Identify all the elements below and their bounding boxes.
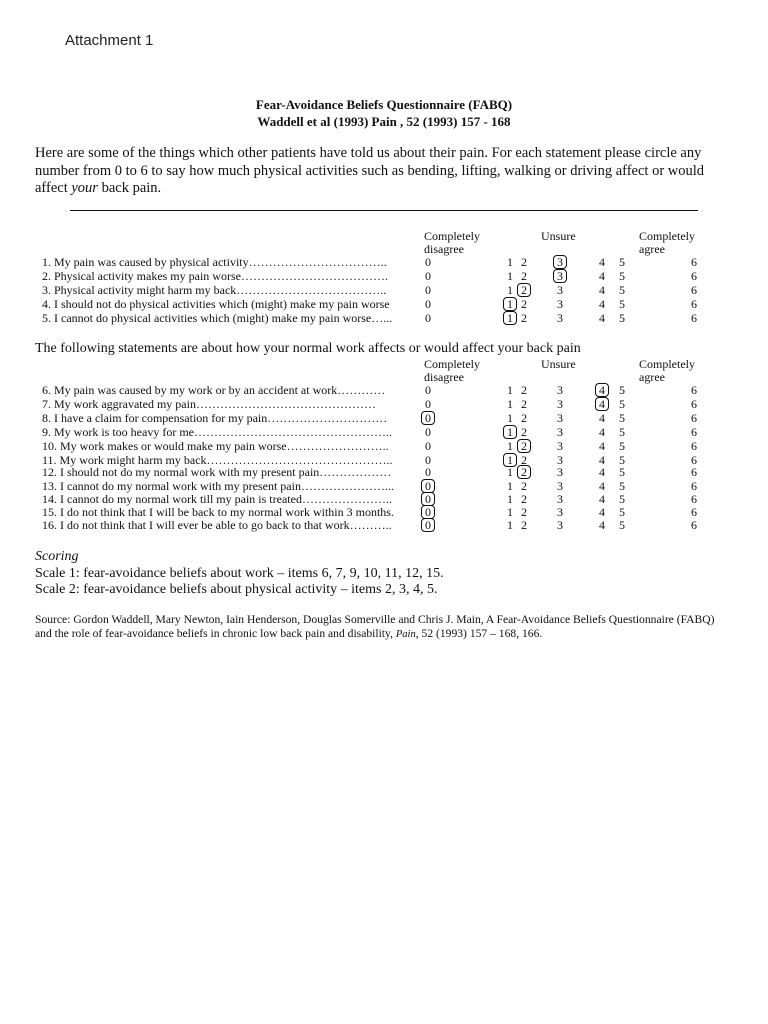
rating-option-1[interactable]: 1 xyxy=(507,453,513,467)
agree-label-line2: agree xyxy=(639,370,665,384)
rating-option-3[interactable]: 3 xyxy=(557,479,563,493)
attachment-label: Attachment 1 xyxy=(65,32,154,49)
rating-option-2[interactable]: 2 xyxy=(521,479,527,493)
scale-header-unsure: Unsure xyxy=(541,229,576,243)
rating-option-5[interactable]: 5 xyxy=(619,411,625,425)
rating-option-4[interactable]: 4 xyxy=(599,453,605,467)
rating-option-5[interactable]: 5 xyxy=(619,397,625,411)
rating-option-6[interactable]: 6 xyxy=(691,465,697,479)
question-text: 14. I cannot do my normal work till my pain is treated………………….. xyxy=(42,492,392,506)
instructions-emphasis: your xyxy=(71,180,98,196)
rating-option-3[interactable]: 3 xyxy=(557,465,563,479)
rating-option-3[interactable]: 3 xyxy=(557,269,563,283)
rating-option-4[interactable]: 4 xyxy=(599,479,605,493)
scale-header-unsure-2: Unsure xyxy=(541,357,576,371)
page-citation: Waddell et al (1993) Pain , 52 (1993) 157 - 168 xyxy=(257,114,511,129)
question-text: 15. I do not think that I will be back to my normal work within 3 months. xyxy=(42,505,394,519)
disagree-label-line2: disagree xyxy=(424,370,464,384)
rating-option-3[interactable]: 3 xyxy=(557,283,563,297)
rating-option-5[interactable]: 5 xyxy=(619,269,625,283)
rating-option-1[interactable]: 1 xyxy=(507,411,513,425)
source-citation xyxy=(35,613,715,642)
rating-option-1[interactable]: 1 xyxy=(507,383,513,397)
rating-option-5[interactable]: 5 xyxy=(619,425,625,439)
question-text: 7. My work aggravated my pain……………………………………… xyxy=(42,397,376,411)
selected-rating-circle xyxy=(595,383,609,397)
rating-option-1[interactable]: 1 xyxy=(507,311,513,325)
rating-option-5[interactable]: 5 xyxy=(619,505,625,519)
rating-option-3[interactable]: 3 xyxy=(557,518,563,532)
rating-option-3[interactable]: 3 xyxy=(557,439,563,453)
scoring-heading: Scoring xyxy=(35,549,79,564)
rating-option-5[interactable]: 5 xyxy=(619,383,625,397)
rating-option-2[interactable]: 2 xyxy=(521,283,527,297)
rating-option-6[interactable]: 6 xyxy=(691,283,697,297)
rating-option-3[interactable]: 3 xyxy=(557,297,563,311)
selected-rating-circle xyxy=(517,439,531,453)
question-text: 11. My work might harm my back……………………………………….. xyxy=(42,453,393,467)
rating-option-6[interactable]: 6 xyxy=(691,505,697,519)
scale-header-disagree xyxy=(424,230,480,256)
question-text: 12. I should not do my normal work with my present pain……………… xyxy=(42,465,392,479)
source-text: Source: Gordon Waddell, Mary Newton, Iain Henderson, Douglas Somerville and Chris J. Main, A Fear-Avoidance Beliefs Questionnaire (FABQ) and the role of fear-avoidance beliefs in chronic low back pain and disability, xyxy=(35,613,715,640)
rating-option-3[interactable]: 3 xyxy=(557,492,563,506)
rating-option-5[interactable]: 5 xyxy=(619,255,625,269)
rating-option-5[interactable]: 5 xyxy=(619,311,625,325)
selected-rating-circle xyxy=(421,492,435,506)
rating-option-0[interactable]: 0 xyxy=(425,269,431,283)
rating-option-2[interactable]: 2 xyxy=(521,311,527,325)
section2-heading: The following statements are about how your normal work affects or would affect your back pain xyxy=(35,341,581,356)
disagree-label-line1: Completely xyxy=(424,357,480,371)
rating-option-4[interactable]: 4 xyxy=(599,397,605,411)
question-text: 3. Physical activity might harm my back……………………………….. xyxy=(42,283,387,297)
question-text: 16. I do not think that I will ever be able to go back to that work……….. xyxy=(42,518,392,532)
rating-option-3[interactable]: 3 xyxy=(557,505,563,519)
rating-option-5[interactable]: 5 xyxy=(619,439,625,453)
rating-option-0[interactable]: 0 xyxy=(425,518,431,532)
rating-option-0[interactable]: 0 xyxy=(425,492,431,506)
selected-rating-circle xyxy=(595,397,609,411)
rating-option-3[interactable]: 3 xyxy=(557,255,563,269)
rating-option-3[interactable]: 3 xyxy=(557,383,563,397)
rating-option-6[interactable]: 6 xyxy=(691,311,697,325)
rating-option-4[interactable]: 4 xyxy=(599,425,605,439)
scoring-scale1: Scale 1: fear-avoidance beliefs about work – items 6, 7, 9, 10, 11, 12, 15. xyxy=(35,566,444,581)
rating-option-0[interactable]: 0 xyxy=(425,397,431,411)
rating-option-0[interactable]: 0 xyxy=(425,453,431,467)
selected-rating-circle xyxy=(421,411,435,425)
rating-option-0[interactable]: 0 xyxy=(425,465,431,479)
rating-option-6[interactable]: 6 xyxy=(691,255,697,269)
rating-option-1[interactable]: 1 xyxy=(507,425,513,439)
rating-option-5[interactable]: 5 xyxy=(619,518,625,532)
rating-option-4[interactable]: 4 xyxy=(599,297,605,311)
rating-option-4[interactable]: 4 xyxy=(599,283,605,297)
source-journal: Pain xyxy=(395,629,416,640)
source-text-end: , 52 (1993) 157 – 168, 166. xyxy=(415,627,543,640)
rating-option-1[interactable]: 1 xyxy=(507,283,513,297)
rating-option-6[interactable]: 6 xyxy=(691,269,697,283)
agree-label-line2: agree xyxy=(639,242,665,256)
selected-rating-circle xyxy=(503,425,517,439)
scale-header-agree xyxy=(639,230,695,256)
rating-option-4[interactable]: 4 xyxy=(599,492,605,506)
rating-option-6[interactable]: 6 xyxy=(691,453,697,467)
rating-option-2[interactable]: 2 xyxy=(521,439,527,453)
rating-option-3[interactable]: 3 xyxy=(557,397,563,411)
rating-option-4[interactable]: 4 xyxy=(599,439,605,453)
rating-option-2[interactable]: 2 xyxy=(521,425,527,439)
agree-label-line1: Completely xyxy=(639,229,695,243)
rating-option-0[interactable]: 0 xyxy=(425,439,431,453)
rating-option-2[interactable]: 2 xyxy=(521,397,527,411)
rating-option-3[interactable]: 3 xyxy=(557,453,563,467)
scale-header-disagree-2 xyxy=(424,358,480,384)
selected-rating-circle xyxy=(517,465,531,479)
rating-option-5[interactable]: 5 xyxy=(619,297,625,311)
rating-option-6[interactable]: 6 xyxy=(691,479,697,493)
rating-option-3[interactable]: 3 xyxy=(557,425,563,439)
rating-option-3[interactable]: 3 xyxy=(557,311,563,325)
rating-option-2[interactable]: 2 xyxy=(521,465,527,479)
rating-option-5[interactable]: 5 xyxy=(619,283,625,297)
rating-option-1[interactable]: 1 xyxy=(507,518,513,532)
rating-option-1[interactable]: 1 xyxy=(507,492,513,506)
rating-option-4[interactable]: 4 xyxy=(599,311,605,325)
agree-label-line1: Completely xyxy=(639,357,695,371)
selected-rating-circle xyxy=(503,311,517,325)
rating-option-0[interactable]: 0 xyxy=(425,311,431,325)
question-text: 8. I have a claim for compensation for my pain………………………… xyxy=(42,411,388,425)
scale-header-agree-2 xyxy=(639,358,695,384)
rating-option-5[interactable]: 5 xyxy=(619,492,625,506)
rating-option-1[interactable]: 1 xyxy=(507,439,513,453)
scoring-scale2: Scale 2: fear-avoidance beliefs about physical activity – items 2, 3, 4, 5. xyxy=(35,582,438,597)
rating-option-6[interactable]: 6 xyxy=(691,439,697,453)
question-text: 6. My pain was caused by my work or by an accident at work………… xyxy=(42,383,386,397)
rating-option-1[interactable]: 1 xyxy=(507,465,513,479)
rating-option-2[interactable]: 2 xyxy=(521,255,527,269)
rating-option-4[interactable]: 4 xyxy=(599,255,605,269)
rating-option-2[interactable]: 2 xyxy=(521,269,527,283)
rating-option-0[interactable]: 0 xyxy=(425,283,431,297)
rating-option-2[interactable]: 2 xyxy=(521,518,527,532)
rating-option-6[interactable]: 6 xyxy=(691,411,697,425)
selected-rating-circle xyxy=(421,518,435,532)
selected-rating-circle xyxy=(503,297,517,311)
rating-option-5[interactable]: 5 xyxy=(619,453,625,467)
rating-option-0[interactable]: 0 xyxy=(425,505,431,519)
rating-option-1[interactable]: 1 xyxy=(507,269,513,283)
rating-option-1[interactable]: 1 xyxy=(507,479,513,493)
rating-option-0[interactable]: 0 xyxy=(425,297,431,311)
rating-option-2[interactable]: 2 xyxy=(521,505,527,519)
rating-option-0[interactable]: 0 xyxy=(425,383,431,397)
question-text: 2. Physical activity makes my pain worse………………………………. xyxy=(42,269,388,283)
question-text: 1. My pain was caused by physical activity…………………………….. xyxy=(42,255,387,269)
rating-option-2[interactable]: 2 xyxy=(521,411,527,425)
rating-option-6[interactable]: 6 xyxy=(691,518,697,532)
instructions-text-end: back pain. xyxy=(97,180,162,196)
rating-option-1[interactable]: 1 xyxy=(507,255,513,269)
rating-option-0[interactable]: 0 xyxy=(425,479,431,493)
rating-option-4[interactable]: 4 xyxy=(599,518,605,532)
question-text: 4. I should not do physical activities which (might) make my pain worse xyxy=(42,297,390,311)
rating-option-4[interactable]: 4 xyxy=(599,411,605,425)
rating-option-2[interactable]: 2 xyxy=(521,492,527,506)
rating-option-4[interactable]: 4 xyxy=(599,383,605,397)
rating-option-2[interactable]: 2 xyxy=(521,383,527,397)
rating-option-3[interactable]: 3 xyxy=(557,411,563,425)
selected-rating-circle xyxy=(553,255,567,269)
page-title: Fear-Avoidance Beliefs Questionnaire (FABQ) xyxy=(255,97,513,112)
rating-option-5[interactable]: 5 xyxy=(619,479,625,493)
selected-rating-circle xyxy=(421,479,435,493)
disagree-label-line2: disagree xyxy=(424,242,464,256)
rating-option-2[interactable]: 2 xyxy=(521,297,527,311)
question-text: 13. I cannot do my normal work with my present pain…………………... xyxy=(42,479,394,493)
selected-rating-circle xyxy=(421,505,435,519)
disagree-label-line1: Completely xyxy=(424,229,480,243)
instructions xyxy=(35,145,725,198)
rating-option-1[interactable]: 1 xyxy=(507,297,513,311)
rating-option-1[interactable]: 1 xyxy=(507,397,513,411)
divider xyxy=(70,210,698,211)
rating-option-1[interactable]: 1 xyxy=(507,505,513,519)
rating-option-0[interactable]: 0 xyxy=(425,425,431,439)
question-text: 5. I cannot do physical activities which (might) make my pain worse…... xyxy=(42,311,393,325)
rating-option-0[interactable]: 0 xyxy=(425,255,431,269)
rating-option-0[interactable]: 0 xyxy=(425,411,431,425)
instructions-text: Here are some of the things which other patients have told us about their pain. For each statement please circle any number from 0 to 6 to say how much physical activities such as bending, lifting, walking or driving affect or would affect xyxy=(35,145,705,196)
selected-rating-circle xyxy=(553,269,567,283)
rating-option-5[interactable]: 5 xyxy=(619,465,625,479)
rating-option-4[interactable]: 4 xyxy=(599,465,605,479)
question-text: 10. My work makes or would make my pain worse…………………….. xyxy=(42,439,389,453)
rating-option-6[interactable]: 6 xyxy=(691,492,697,506)
rating-option-6[interactable]: 6 xyxy=(691,425,697,439)
rating-option-4[interactable]: 4 xyxy=(599,505,605,519)
question-text: 9. My work is too heavy for me………………………………………….. xyxy=(42,425,392,439)
rating-option-6[interactable]: 6 xyxy=(691,383,697,397)
rating-option-6[interactable]: 6 xyxy=(691,397,697,411)
rating-option-2[interactable]: 2 xyxy=(521,453,527,467)
selected-rating-circle xyxy=(517,283,531,297)
rating-option-4[interactable]: 4 xyxy=(599,269,605,283)
rating-option-6[interactable]: 6 xyxy=(691,297,697,311)
